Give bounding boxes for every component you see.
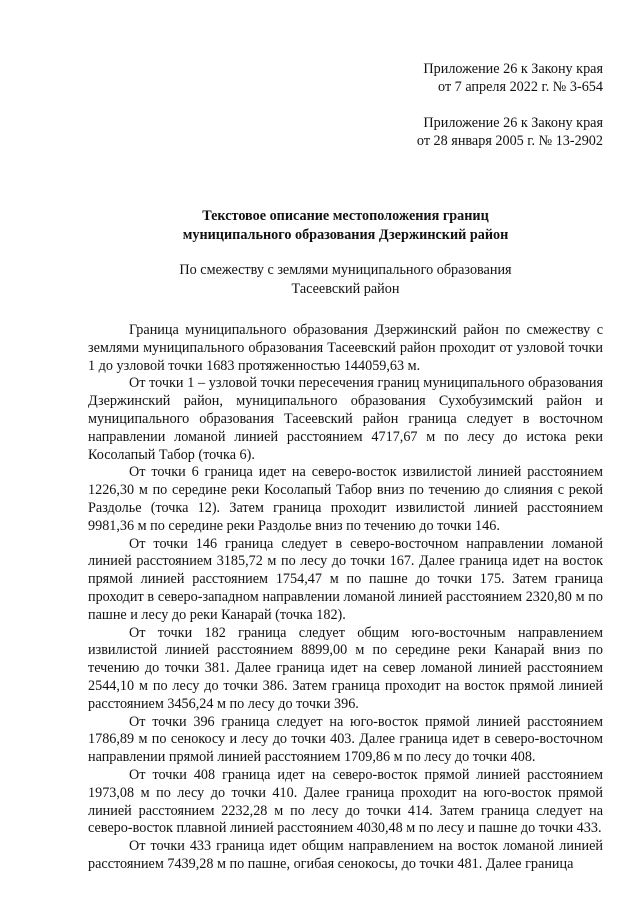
document-title-line1: Текстовое описание местоположения границ xyxy=(202,208,489,224)
paragraph: Граница муниципального образования Дзержинский район по смежеству с землями муниципального образования Тасеевский район проходит от узловой точки 1 до узловой точки 1683 протяженностью 144059,63 м. xyxy=(88,322,603,374)
appendix-current-line1: Приложение 26 к Закону края xyxy=(423,61,603,77)
appendix-original-line1: Приложение 26 к Закону края xyxy=(423,115,603,131)
paragraph: От точки 396 граница следует на юго-восток прямой линией расстоянием 1786,89 м по сенокосу и лесу до точки 403. Далее граница идет в северо-восточном направлении прямой линией расстоянием 1709,86 м по лесу до точки 408. xyxy=(88,713,603,766)
boundary-description xyxy=(88,322,603,874)
appendix-original-line2: от 28 января 2005 г. № 13-2902 xyxy=(416,133,603,149)
paragraph: От точки 146 граница следует в северо-восточном направлении ломаной линией расстоянием 3185,72 м по лесу до точки 167. Далее граница идет на восток прямой линией расстоянием 1754,47 м по пашне до точки 175. Затем граница проходит в северо-западном направлении ломаной линией расстоянием 2320,80 м по пашне и лесу до реки Канарай (точка 182). xyxy=(88,535,603,623)
appendix-current-law xyxy=(88,60,603,96)
paragraph: От точки 408 граница идет на северо-восток прямой линией расстоянием 1973,08 м по лесу до точки 410. Далее граница проходит на юго-восток прямой линией расстоянием 2232,28 м по лесу до точки 414. Затем граница следует на северо-восток плавной линией расстоянием 4030,48 м по лесу и пашне до точки 433. xyxy=(88,766,603,837)
section-subtitle-line2: Тасеевский район xyxy=(291,281,400,297)
paragraph: От точки 1 – узловой точки пересечения границ муниципального образования Дзержинский район, муниципального образования Сухобузимский район и муниципального образования Тасеевский район граница следует в восточном направлении ломаной линией расстоянием 4717,67 м по лесу до истока реки Косолапый Табор (точка 6). xyxy=(88,375,603,463)
paragraph: От точки 6 граница идет на северо-восток извилистой линией расстоянием 1226,30 м по середине реки Косолапый Табор вниз по течению до слияния с рекой Раздолье (точка 12). Затем граница проходит извилистой линией расстоянием 9981,36 м по середине реки Раздолье вниз по течению до точки 146. xyxy=(88,464,603,534)
section-subtitle-line1: По смежеству с землями муниципального образования xyxy=(179,262,512,278)
section-subtitle xyxy=(88,261,603,299)
appendix-original-law xyxy=(88,114,603,150)
paragraph: От точки 182 граница следует общим юго-восточным направлением извилистой линией расстоянием 8899,00 м по середине реки Канарай вниз по течению до точки 381. Далее граница идет на север ломаной линией расстоянием 2544,10 м по лесу до точки 386. Затем граница проходит на восток прямой линией расстоянием 3456,24 м по лесу до точки 396. xyxy=(88,624,603,712)
document-title xyxy=(88,207,603,245)
appendix-current-line2: от 7 апреля 2022 г. № 3-654 xyxy=(438,79,603,95)
document-title-line2: муниципального образования Дзержинский район xyxy=(182,227,509,243)
paragraph: От точки 433 граница идет общим направлением на восток ломаной линией расстоянием 7439,28 м по пашне, огибая сенокосы, до точки 481. Далее граница xyxy=(88,838,603,872)
